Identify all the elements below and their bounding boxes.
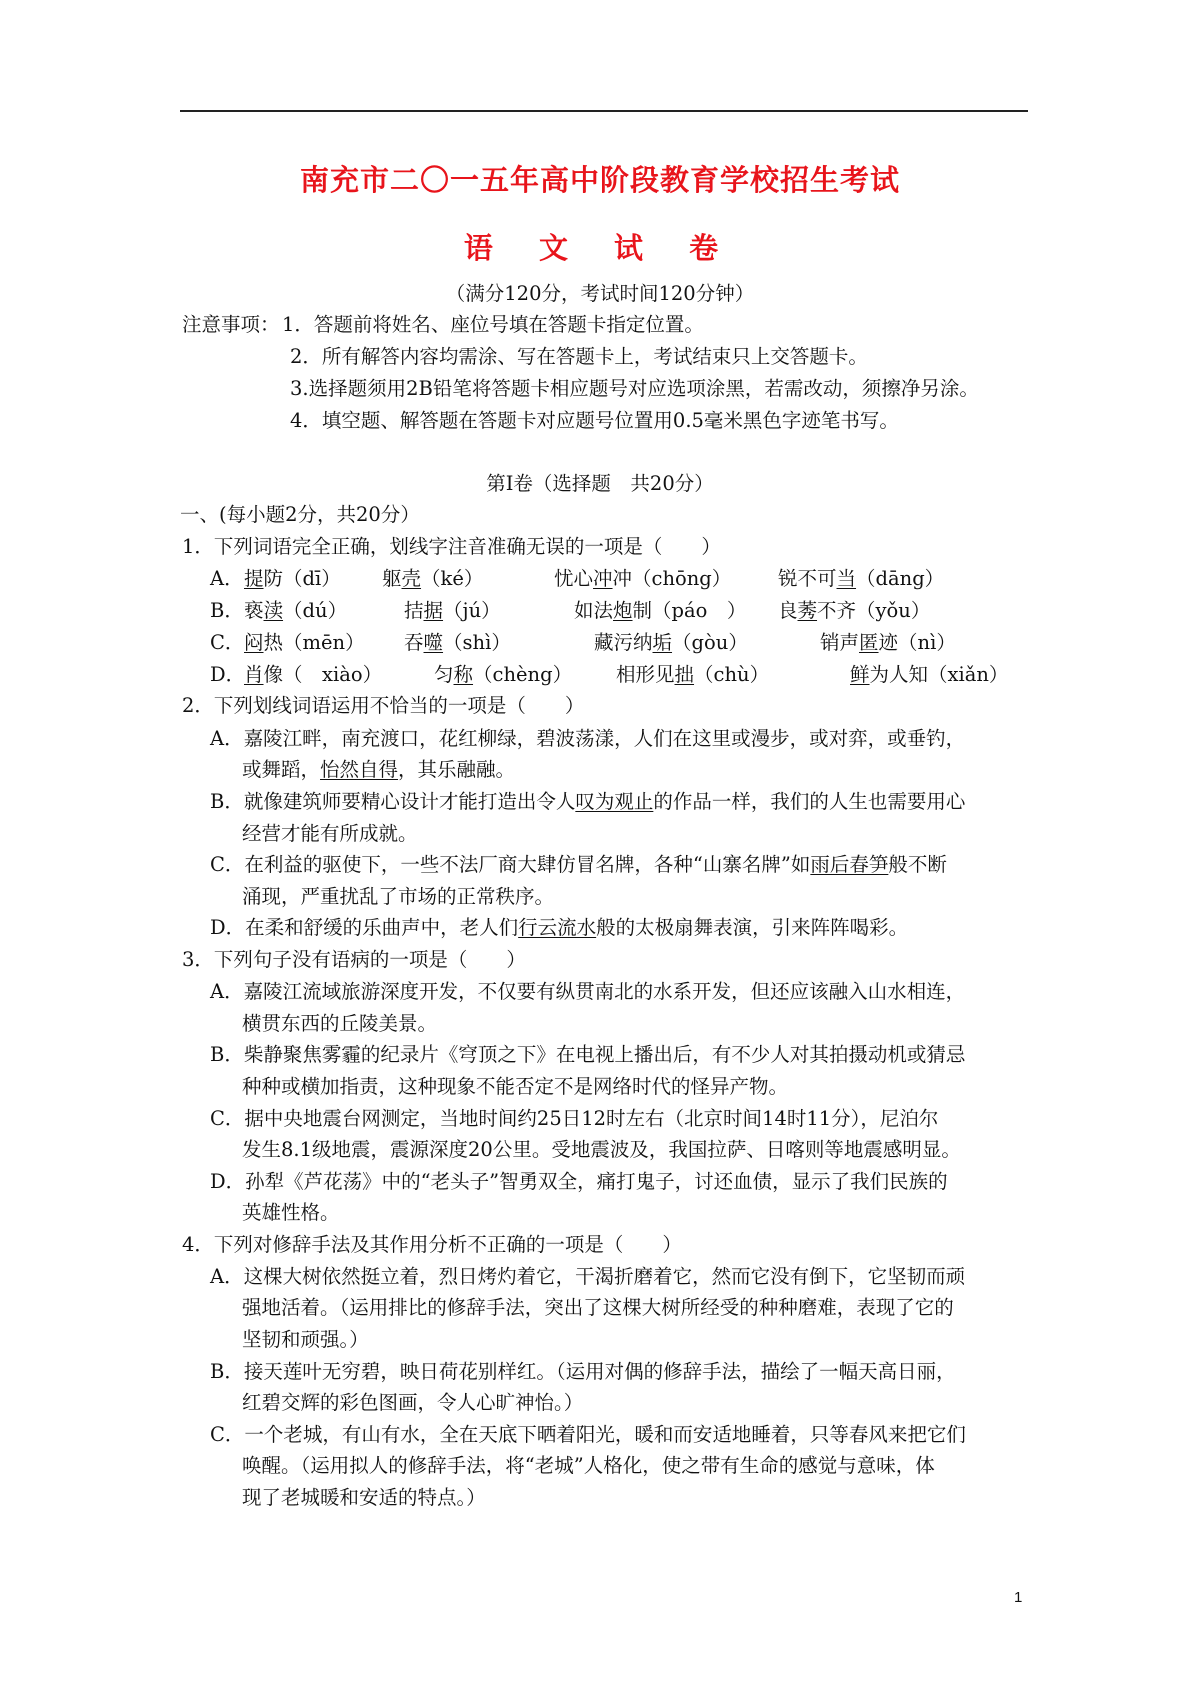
option-line: 或舞蹈，怡然自得，其乐融融。 [242, 758, 516, 781]
header-rule [180, 110, 1028, 112]
option-line: 经营才能有所成就。 [242, 822, 418, 845]
option-label: C． [210, 631, 245, 654]
note-item: 4．填空题、解答题在答题卡对应题号位置用0.5毫米黑色字迹笔书写。 [290, 409, 899, 432]
option-word: 拮据（jú） [404, 599, 501, 622]
option-line: 英雄性格。 [242, 1201, 340, 1224]
notes-label: 注意事项： [182, 313, 280, 336]
question-stem: 1．下列词语完全正确，划线字注音准确无误的一项是（ ） [182, 535, 721, 558]
option-line: A．嘉陵江畔，南充渡口，花红柳绿，碧波荡漾，人们在这里或漫步，或对弈，或垂钓， [210, 727, 966, 750]
question-stem: 4．下列对修辞手法及其作用分析不正确的一项是（ ） [182, 1233, 682, 1256]
option-word: 提防（dī） [244, 567, 341, 590]
option-line: C．在利益的驱使下，一些不法厂商大肆仿冒名牌，各种“山寨名牌”如雨后春笋般不断 [210, 853, 947, 876]
option-line: 现了老城暖和安适的特点。） [242, 1486, 486, 1509]
option-word: 躯壳（ké） [382, 567, 484, 590]
option-word: 相形见拙（chù） [616, 663, 770, 686]
option-label: A． [210, 567, 244, 590]
note-item: 3.选择题须用2B铅笔将答题卡相应题号对应选项涂黑，若需改动，须擦净另涂。 [290, 377, 979, 400]
note-item: 2．所有解答内容均需涂、写在答题卡上，考试结束只上交答题卡。 [290, 345, 868, 368]
exam-title: 南充市二〇一五年高中阶段教育学校招生考试 [299, 163, 900, 197]
option-line: A．嘉陵江流域旅游深度开发，不仅要有纵贯南北的水系开发，但还应该融入山水相连， [210, 980, 966, 1003]
option-line: B．柴静聚焦雾霾的纪录片《穹顶之下》在电视上播出后，有不少人对其拍摄动机或猜忌 [210, 1043, 966, 1066]
option-word: 良莠不齐（yǒu） [778, 599, 931, 622]
option-line: C．据中央地震台网测定，当地时间约25日12时左右（北京时间14时11分），尼泊尔 [210, 1107, 939, 1130]
option-line: B．接天莲叶无穷碧，映日荷花别样红。（运用对偶的修辞手法，描绘了一幅天高日丽， [210, 1360, 956, 1383]
option-line: 种种或横加指责，这种现象不能否定不是网络时代的怪异产物。 [242, 1075, 789, 1098]
option-word: 亵渎（dú） [244, 599, 348, 622]
option-word: 销声匿迹（nì） [820, 631, 956, 654]
section-intro: 一、(每小题2分，共20分） [180, 503, 420, 526]
option-word: 肖像（ xiào） [244, 663, 383, 686]
option-line: 强地活着。（运用排比的修辞手法，突出了这棵大树所经受的种种磨难，表现了它的 [242, 1296, 954, 1319]
question-stem: 3．下列句子没有语病的一项是（ ） [182, 948, 526, 971]
question-stem: 2．下列划线词语运用不恰当的一项是（ ） [182, 694, 585, 717]
option-word: 匀称（chèng） [434, 663, 573, 686]
page-number: 1 [1014, 1589, 1023, 1606]
option-line: D．在柔和舒缓的乐曲声中，老人们行云流水般的太极扇舞表演，引来阵阵喝彩。 [210, 916, 909, 939]
option-word: 闷热（mēn） [244, 631, 365, 654]
option-line: 坚韧和顽强。） [242, 1328, 369, 1351]
option-word: 如法炮制（páo ） [574, 599, 747, 622]
score-info: （满分120分，考试时间120分钟） [445, 282, 755, 305]
option-line: D．孙犁《芦花荡》中的“老头子”智勇双全，痛打鬼子，讨还血债，显示了我们民族的 [210, 1170, 948, 1193]
option-line: 唤醒。（运用拟人的修辞手法，将“老城”人格化，使之带有生命的感觉与意味，体 [242, 1454, 935, 1477]
option-word: 鲜为人知（xiǎn） [850, 663, 1009, 686]
option-line: 横贯东西的丘陵美景。 [242, 1012, 438, 1035]
option-label: B． [210, 599, 244, 622]
option-line: A．这棵大树依然挺立着，烈日烤灼着它，干渴折磨着它，然而它没有倒下，它坚韧而顽 [210, 1265, 966, 1288]
option-word: 忧心冲冲（chōng） [554, 567, 732, 590]
note-item: 1．答题前将姓名、座位号填在答题卡指定位置。 [282, 313, 704, 336]
option-word: 藏污纳垢（gòu） [594, 631, 748, 654]
option-word: 锐不可当（dāng） [778, 567, 945, 590]
option-line: 发生8.1级地震，震源深度20公里。受地震波及，我国拉萨、日喀则等地震感明显。 [242, 1138, 961, 1161]
option-line: 涌现，严重扰乱了市场的正常秩序。 [242, 885, 555, 908]
paper-subtitle: 语 文 试 卷 [463, 231, 737, 265]
option-word: 吞噬（shì） [404, 631, 511, 654]
option-line: B．就像建筑师要精心设计才能打造出令人叹为观止的作品一样，我们的人生也需要用心 [210, 790, 966, 813]
option-line: C．一个老城，有山有水，全在天底下晒着阳光，暖和而安适地睡着，只等春风来把它们 [210, 1423, 966, 1446]
section-title: 第Ⅰ卷（选择题 共20分） [486, 472, 714, 495]
option-line: 红碧交辉的彩色图画，令人心旷神怡。） [242, 1391, 584, 1414]
option-label: D． [210, 663, 246, 686]
